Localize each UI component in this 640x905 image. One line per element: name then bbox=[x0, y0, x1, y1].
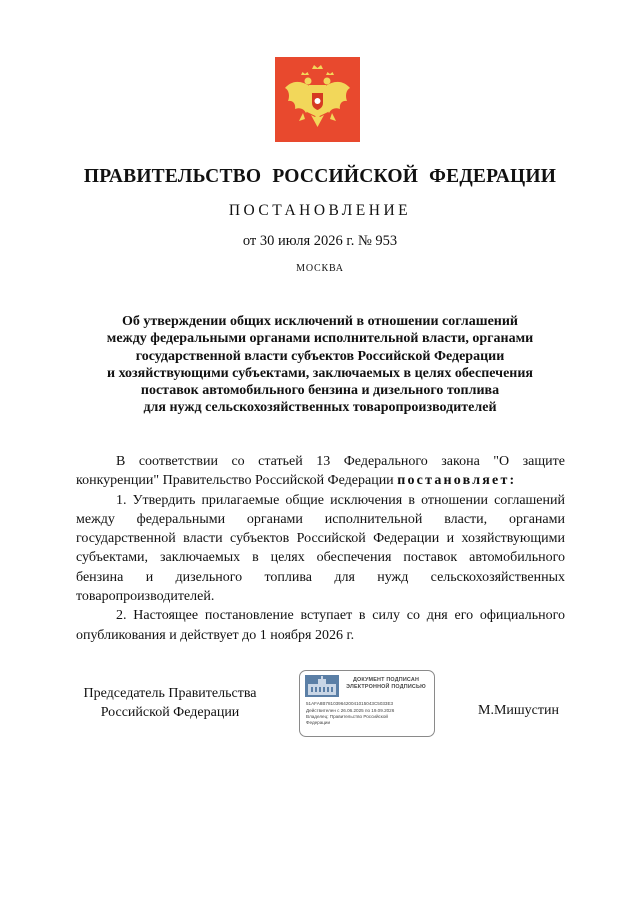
preamble-paragraph bbox=[76, 452, 565, 491]
stamp-heading bbox=[342, 677, 430, 691]
electronic-signature-stamp bbox=[299, 670, 435, 737]
position-line: Председатель Правительства bbox=[83, 686, 257, 701]
document-type: ПОСТАНОВЛЕНИЕ bbox=[228, 202, 412, 219]
signatory-position bbox=[70, 684, 270, 722]
stamp-owner: Федерации bbox=[306, 720, 331, 725]
document-city: МОСКВА bbox=[296, 263, 344, 274]
stamp-validity: Действителен с 26.06.2025 по 19.09.2026 bbox=[306, 708, 395, 713]
preamble-text: В соответствии со статьей 13 Федерального закона "О защите конкуренции" Правительство Российской Федерации bbox=[76, 454, 565, 489]
item-2-paragraph: 2. Настоящее постановление вступает в силу со дня его официального опубликования и действует до 1 ноября 2026 г. bbox=[76, 608, 565, 643]
item-1-paragraph: 1. Утвердить прилагаемые общие исключения в отношении соглашений между федеральными органами исполнительной власти, органами государственной власти субъектов Российской Федерации и хозяйствующими субъектами, заключаемых в целях обеспечения поставок автомобильного бензина и дизельного топлива для нужд сельскохозяйственных товаропроизводителей. bbox=[76, 492, 565, 605]
stamp-serial: 51AFA8B7810396420041015043C5033E3 bbox=[306, 701, 394, 706]
title-line: и хозяйствующими субъектами, заключаемых в целях обеспечения bbox=[107, 365, 533, 381]
organization-name: ПРАВИТЕЛЬСТВО РОССИЙСКОЙ ФЕДЕРАЦИИ bbox=[83, 166, 557, 187]
stamp-heading-line: ДОКУМЕНТ ПОДПИСАН bbox=[352, 677, 420, 683]
title-line: для нужд сельскохозяйственных товаропроизводителей bbox=[143, 400, 497, 416]
document-title bbox=[60, 313, 580, 417]
decree-word: постановляет: bbox=[397, 473, 517, 489]
coat-of-arms-icon bbox=[275, 57, 360, 142]
government-building-icon bbox=[305, 675, 339, 697]
stamp-owner: Владелец: Правительство Российской bbox=[306, 714, 388, 719]
title-line: государственной власти субъектов Российской Федерации bbox=[135, 348, 505, 364]
title-line: Об утверждении общих исключений в отношении соглашений bbox=[121, 314, 519, 329]
title-line: между федеральными органами исполнительной власти, органами bbox=[106, 331, 534, 347]
stamp-heading-line: ЭЛЕКТРОННОЙ ПОДПИСЬЮ bbox=[346, 684, 426, 690]
signatory-name: М.Мишустин bbox=[478, 703, 559, 718]
document-body bbox=[76, 452, 565, 645]
position-line: Российской Федерации bbox=[100, 705, 240, 720]
document-date-number: от 30 июля 2026 г. № 953 bbox=[242, 233, 398, 249]
title-line: поставок автомобильного бензина и дизельного топлива bbox=[140, 383, 500, 399]
